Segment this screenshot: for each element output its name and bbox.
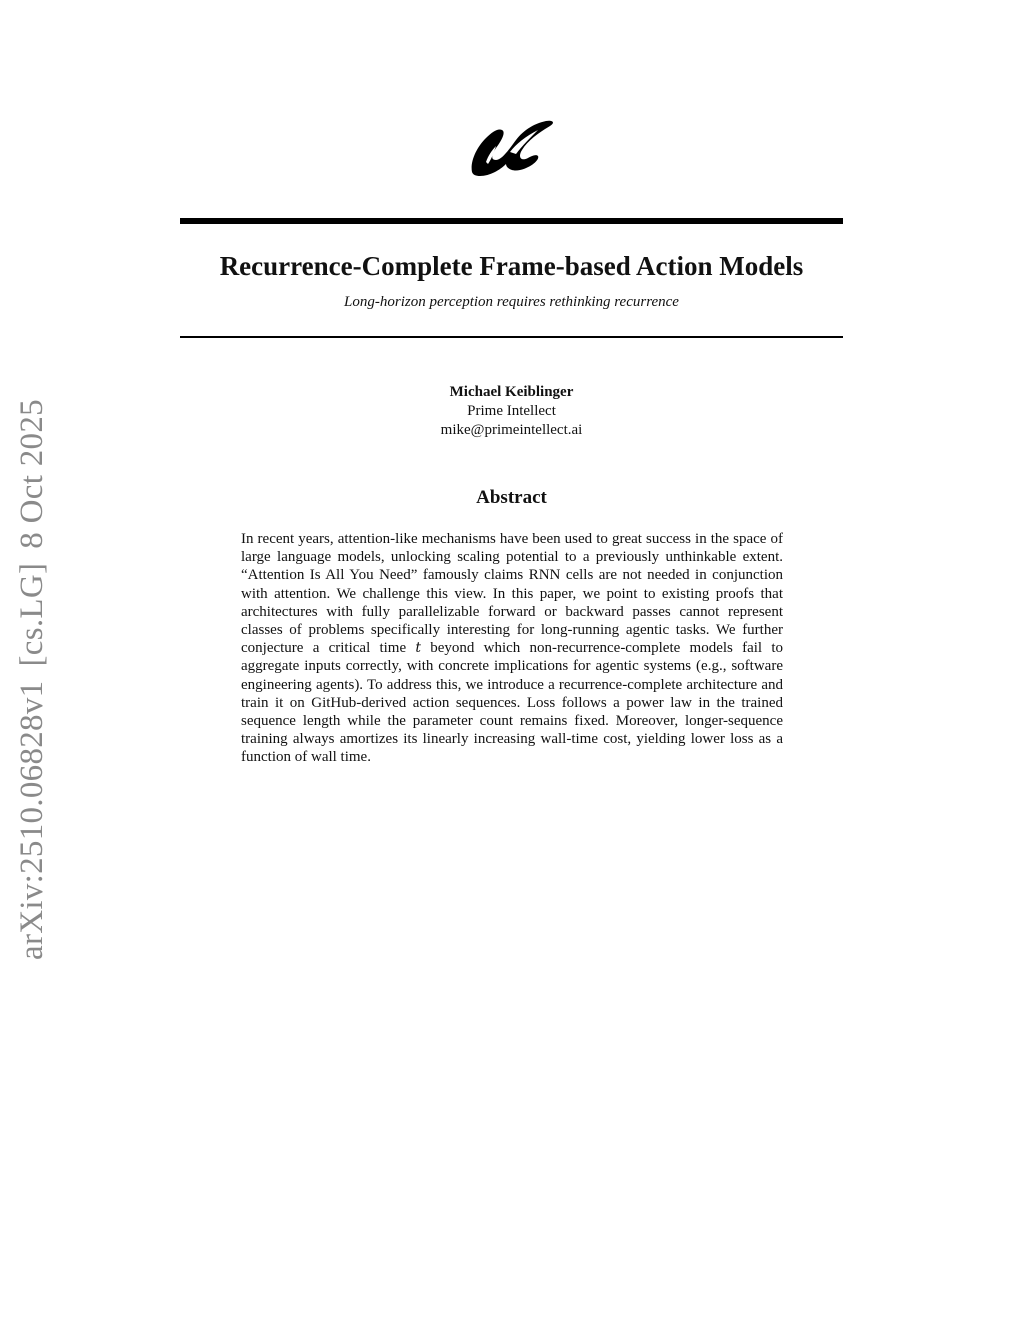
arxiv-date: 8 Oct 2025 (14, 399, 50, 549)
abstract-text (241, 530, 783, 767)
paper-title: Recurrence-Complete Frame-based Action Models (219, 251, 804, 281)
abstract-text-part-1: In recent years, attention-like mechanisms have been used to great success in the space of large language models, unlocking scaling potential to a previously unthinkable extent. “Attention Is All You Need” famously claims RNN cells are not needed in conjunction with attention. We challenge this view. In this paper, we point to existing proofs that architectures with fully parallelizable forward or backward passes cannot represent classes of problems specifically interesting for long-running agentic tasks. We further conjecture a critical time (241, 531, 783, 657)
prime-intellect-logo-icon (466, 118, 558, 178)
arxiv-id: arXiv:2510.06828v1 (14, 680, 50, 960)
paper-subtitle: Long-horizon perception requires rethinking recurrence (344, 294, 679, 310)
arxiv-category: [cs.LG] (14, 562, 50, 667)
author-affiliation: Prime Intellect (467, 403, 556, 419)
abstract-heading: Abstract (476, 487, 547, 508)
abstract-text-part-2: beyond which non-recurrence-complete models fail to aggregate inputs correctly, with concrete implications for agentic systems (e.g., software engineering agents). To address this, we introduce a recurrence-complete architecture and train it on GitHub-derived action sequences. Loss follows a power law in the trained sequence length while the parameter count remains fixed. Moreover, longer-sequence training always amortizes its linearly increasing wall-time cost, yielding lower loss as a function of wall time. (241, 640, 783, 766)
author-block (180, 383, 843, 440)
title-bottom-rule (180, 336, 843, 338)
author-email: mike@primeintellect.ai (440, 422, 583, 438)
author-name: Michael Keiblinger (449, 384, 574, 400)
abstract-variable: t (415, 640, 422, 657)
title-top-rule (180, 218, 843, 224)
arxiv-watermark (12, 380, 52, 960)
